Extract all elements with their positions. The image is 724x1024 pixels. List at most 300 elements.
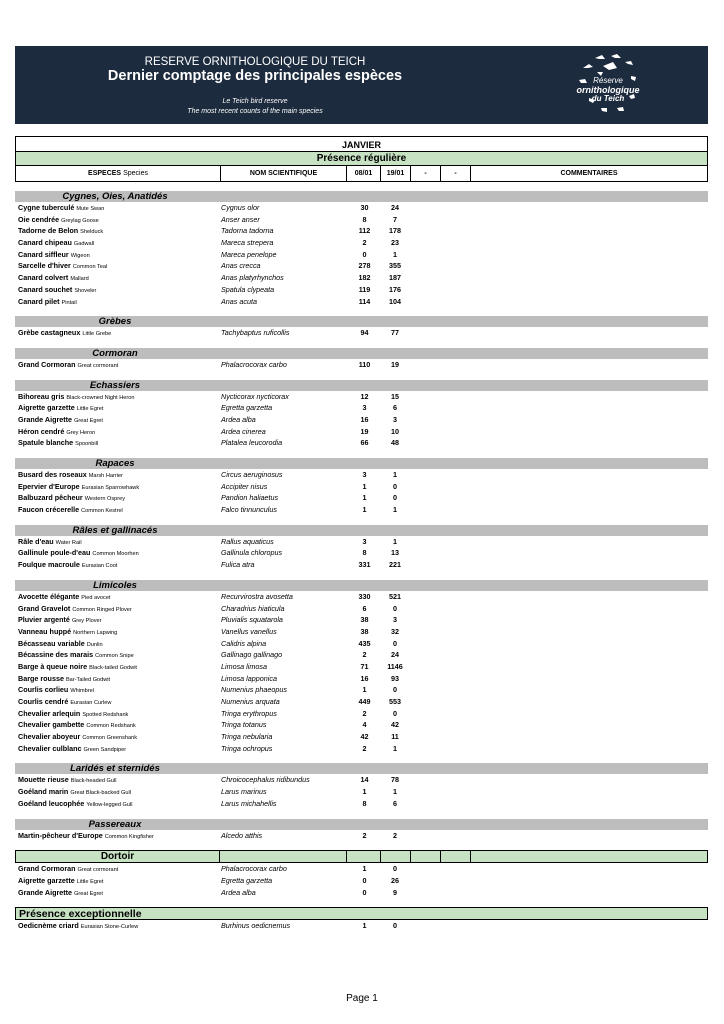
table-row	[15, 272, 708, 284]
species-name-en: Common Kingfisher	[104, 833, 154, 840]
table-row	[15, 719, 708, 731]
species-name-fr: Faucon crécerelle	[18, 505, 80, 515]
column-header-row	[15, 166, 708, 182]
species-name-en: Spotted Redshank	[82, 711, 129, 718]
scientific-name: Tringa nebularia	[221, 732, 273, 742]
exceptionnelle-title: Présence exceptionnelle	[19, 908, 142, 921]
scientific-name: Platalea leucorodia	[221, 438, 283, 448]
table-row	[15, 863, 708, 875]
count-date-2: 176	[389, 284, 401, 294]
count-date-1: 42	[360, 732, 369, 742]
scientific-name: Falco tinnunculus	[221, 505, 277, 515]
count-date-2: 3	[393, 414, 397, 424]
report-header	[15, 46, 708, 124]
species-name-fr: Grèbe castagneux	[18, 328, 81, 338]
category-header	[15, 819, 708, 830]
species-name-fr: Spatule blanche	[18, 438, 74, 448]
count-date-2: 2	[393, 830, 397, 840]
table-row	[15, 414, 708, 426]
dortoir-header-cell	[470, 851, 471, 863]
species-name-en: Eurasian Curlew	[70, 700, 112, 706]
category-name: Cormoran	[92, 347, 138, 359]
scientific-name: Accipiter nisus	[221, 481, 268, 491]
table-row	[15, 708, 708, 720]
table-row	[15, 547, 708, 559]
table-row	[15, 786, 708, 798]
species-name-fr: Epervier d'Europe	[18, 481, 80, 491]
count-date-2: 11	[391, 732, 399, 742]
species-name-fr: Bécasseau variable	[18, 638, 85, 648]
species-name-fr: Grand Cormoran	[18, 359, 76, 369]
scientific-name: Burhinus oedicnemus	[221, 921, 291, 931]
count-date-1: 14	[360, 775, 369, 785]
species-name-fr: Grande Aigrette	[18, 887, 73, 897]
scientific-name: Numenius arquata	[221, 697, 280, 706]
count-date-1: 110	[358, 359, 371, 369]
count-date-2: 9	[393, 887, 397, 897]
scientific-name: Limosa limosa	[221, 661, 267, 671]
dortoir-header-cell	[440, 851, 441, 863]
count-date-1: 6	[362, 603, 367, 613]
count-date-2: 0	[393, 685, 397, 695]
species-name-fr: Râle d'eau	[18, 536, 54, 546]
spacer	[15, 307, 708, 316]
species-name-fr: Bécassine des marais	[18, 650, 94, 660]
count-date-2: 0	[393, 638, 397, 648]
species-name-fr: Pluvier argenté	[18, 615, 70, 625]
species-name-fr: Canard chipeau	[18, 238, 72, 248]
species-name-fr: Canard souchet	[18, 284, 73, 294]
species-name-en: Whimbrel	[70, 688, 94, 695]
count-date-1: 119	[358, 284, 371, 294]
count-date-1: 16	[360, 673, 369, 683]
count-date-1: 330	[358, 591, 371, 601]
species-name-fr: Chevalier gambette	[18, 720, 85, 730]
counts-table	[15, 136, 708, 932]
species-name-en: Pintail	[61, 299, 77, 306]
scientific-name: Anas acuta	[221, 296, 257, 306]
scientific-name: Anser anser	[221, 214, 260, 224]
count-date-2: 93	[391, 673, 399, 683]
table-row	[15, 830, 708, 842]
scientific-name: Tringa totanus	[221, 720, 267, 730]
table-row	[15, 426, 708, 438]
scientific-name: Mareca penelope	[221, 249, 277, 259]
species-name-fr: Héron cendré	[18, 426, 65, 436]
species-name	[18, 504, 123, 518]
organization-name: RESERVE ORNITHOLOGIQUE DU TEICH	[144, 56, 366, 68]
table-row	[15, 696, 708, 708]
species-name-fr: Aigrette garzette	[18, 875, 75, 885]
count-date-1: 0	[362, 887, 367, 897]
table-row	[15, 481, 708, 493]
logo-text-line3: du Teich	[591, 94, 625, 103]
presence-exceptionnelle-header	[15, 907, 708, 920]
count-date-2: 521	[389, 591, 401, 601]
table-row	[15, 214, 708, 226]
column-date-2: 19/01	[380, 166, 410, 181]
scientific-name: Larus michahellis	[221, 798, 277, 808]
species-name-fr: Aigrette garzette	[18, 403, 75, 413]
species-name-en: Gadwall	[73, 241, 95, 248]
species-name-fr: Canard colvert	[18, 273, 69, 283]
column-date-3: -	[410, 166, 440, 181]
species-name	[18, 887, 103, 901]
species-name-fr: Bihoreau gris	[18, 391, 65, 401]
species-name-en: Common Snipe	[95, 653, 134, 660]
count-date-1: 2	[362, 650, 367, 660]
species-name-en: Water Rail	[55, 539, 82, 546]
column-date-4: -	[440, 166, 470, 181]
scientific-name: Tadorna tadorna	[221, 226, 274, 236]
species-name-en: Black-headed Gull	[70, 778, 117, 785]
scientific-name: Alcedo atthis	[221, 830, 263, 840]
count-date-2: 32	[391, 626, 399, 636]
species-name-fr: Chevalier arlequin	[18, 708, 81, 718]
table-row	[15, 284, 708, 296]
scientific-name: Charadrius hiaticula	[221, 603, 285, 613]
count-date-1: 1	[362, 493, 367, 503]
count-date-2: 553	[389, 697, 401, 706]
count-date-1: 1	[362, 505, 367, 515]
scientific-name: Pandion haliaetus	[221, 493, 279, 503]
species-name-en: Marsh Harrier	[88, 473, 123, 479]
scientific-name: Nycticorax nycticorax	[221, 391, 289, 401]
dortoir-title: Dortoir	[100, 851, 135, 863]
table-row	[15, 731, 708, 743]
species-name	[18, 296, 77, 310]
scientific-name: Phalacrocorax carbo	[221, 359, 287, 369]
species-name-fr: Avocette élégante	[18, 591, 80, 601]
category-name: Laridés et sternidés	[70, 763, 160, 775]
count-date-1: 19	[360, 426, 369, 436]
english-subtitle-2: The most recent counts of the main species	[187, 108, 323, 115]
species-name	[18, 359, 118, 373]
species-name-fr: Canard pilet	[18, 296, 60, 306]
count-date-1: 38	[360, 615, 369, 625]
count-date-2: 24	[391, 650, 399, 660]
count-date-2: 48	[391, 438, 399, 448]
count-date-1: 182	[358, 273, 371, 283]
spacer	[15, 339, 708, 348]
count-date-2: 7	[393, 214, 397, 224]
species-name-en: Bar-Tailed Godwit	[65, 676, 111, 683]
count-date-1: 2	[362, 743, 367, 753]
count-date-2: 19	[391, 359, 399, 369]
count-date-2: 1	[393, 249, 397, 259]
scientific-name: Egretta garzetta	[221, 875, 273, 885]
species-name-en: Spoonbill	[75, 441, 99, 448]
count-date-1: 3	[362, 470, 367, 479]
count-date-1: 1	[362, 685, 367, 695]
count-date-1: 1	[362, 921, 367, 931]
table-row	[15, 492, 708, 504]
species-name	[18, 920, 138, 934]
species-name-en: Little Egret	[76, 406, 104, 413]
species-name-en: Common Kestrel	[81, 508, 123, 515]
category-header	[15, 380, 708, 391]
species-name-fr: Grand Gravelot	[18, 603, 71, 613]
count-date-2: 6	[393, 798, 397, 808]
category-name: Cygnes, Oies, Anatidés	[62, 191, 168, 202]
species-name-en: Eurasian Sparrowhawk	[81, 484, 140, 491]
scientific-name: Ardea cinerea	[221, 426, 266, 436]
scientific-name: Recurvirostra avosetta	[221, 591, 293, 601]
count-date-1: 331	[358, 560, 371, 570]
dortoir-header-cell	[346, 851, 347, 863]
table-row	[15, 402, 708, 414]
count-date-2: 26	[391, 875, 399, 885]
spacer	[15, 571, 708, 580]
species-name-fr: Cygne tuberculé	[18, 203, 75, 212]
species-name-en: Northern Lapwing	[73, 629, 118, 636]
count-date-2: 221	[389, 560, 401, 570]
count-date-1: 0	[362, 249, 367, 259]
species-name-fr: Sarcelle d'hiver	[18, 261, 71, 271]
species-name-en: Great cormorant	[77, 867, 119, 874]
count-date-2: 1	[393, 505, 397, 515]
species-name-fr: Oie cendrée	[18, 214, 60, 224]
table-row	[15, 661, 708, 673]
count-date-2: 24	[391, 203, 399, 212]
species-name-fr: Foulque macroule	[18, 560, 80, 570]
scientific-name: Anas platyrhynchos	[221, 273, 284, 283]
table-row	[15, 798, 708, 810]
dortoir-header	[15, 850, 708, 863]
logo-text-line2: ornithologique	[576, 85, 640, 95]
count-date-2: 187	[389, 273, 401, 283]
species-name-fr: Tadorne de Belon	[18, 226, 79, 236]
count-date-2: 0	[393, 708, 397, 718]
count-date-1: 4	[362, 720, 367, 730]
table-row	[15, 591, 708, 603]
count-date-2: 23	[391, 238, 399, 248]
species-name-fr: Chevalier culblanc	[18, 743, 82, 753]
table-row	[15, 603, 708, 615]
species-name-en: Wigeon	[70, 252, 90, 259]
logo-text-line1: Réserve	[593, 76, 623, 85]
species-name-en: Common Greenshank	[82, 735, 138, 742]
species-name-en: Grey Heron	[66, 429, 96, 436]
scientific-name: Tachybaptus ruficollis	[221, 328, 290, 338]
table-row	[15, 743, 708, 755]
species-name-en: Eurasian Coot	[81, 563, 118, 570]
count-date-2: 104	[389, 296, 401, 306]
count-date-1: 449	[358, 697, 371, 706]
species-name-en: Green Sandpiper	[83, 746, 127, 753]
species-name-fr: Vanneau huppé	[18, 626, 72, 636]
species-name	[18, 559, 117, 573]
count-date-1: 1	[362, 787, 367, 797]
species-name-fr: Goéland marin	[18, 787, 69, 797]
scientific-name: Circus aeruginosus	[221, 470, 283, 479]
scientific-name: Spatula clypeata	[221, 284, 275, 294]
species-name-en: Greylag Goose	[61, 217, 99, 224]
count-date-1: 30	[360, 203, 369, 212]
scientific-name: Numenius phaeopus	[221, 685, 287, 695]
species-name-en: Dunlin	[86, 641, 103, 648]
species-name-fr: Busard des roseaux	[18, 470, 87, 479]
scientific-name: Vanellus vanellus	[221, 626, 277, 636]
column-scientific: NOM SCIENTIFIQUE	[220, 166, 346, 181]
count-date-1: 114	[358, 296, 371, 306]
category-name: Râles et gallinacés	[72, 524, 158, 536]
count-date-2: 1	[393, 743, 397, 753]
count-date-1: 12	[360, 391, 369, 401]
species-name-en: Shelduck	[80, 229, 104, 236]
species-name	[18, 437, 98, 451]
table-row	[15, 920, 708, 932]
table-row	[15, 391, 708, 403]
category-name: Grèbes	[98, 316, 132, 328]
species-name-fr: Goéland leucophée	[18, 798, 85, 808]
scientific-name: Fulica atra	[221, 560, 255, 570]
species-name-en: Eurasian Stone-Curlew	[80, 924, 139, 931]
count-date-2: 1	[393, 536, 397, 546]
scientific-name: Egretta garzetta	[221, 403, 273, 413]
species-name-en: Shoveler	[74, 287, 97, 294]
scientific-name: Chroicocephalus ridibundus	[221, 775, 310, 785]
count-date-1: 435	[358, 638, 371, 648]
count-date-2: 0	[393, 603, 397, 613]
species-name-en: Little Egret	[76, 878, 104, 885]
column-species: ESPECES Species	[88, 170, 148, 177]
count-date-1: 112	[358, 226, 371, 236]
species-name-en: Common Moorhen	[92, 551, 139, 558]
table-row	[15, 237, 708, 249]
table-row	[15, 673, 708, 685]
column-date-1: 08/01	[346, 166, 380, 181]
species-name-en: Mallard	[70, 276, 89, 283]
scientific-name: Limosa lapponica	[221, 673, 277, 683]
count-date-1: 2	[362, 238, 367, 248]
table-row	[15, 225, 708, 237]
species-name-fr: Gallinule poule-d'eau	[18, 548, 91, 558]
count-date-2: 77	[391, 328, 399, 338]
count-date-2: 1146	[387, 661, 403, 671]
count-date-1: 278	[358, 261, 371, 271]
report-title: Dernier comptage des principales espèces	[107, 68, 403, 84]
dortoir-header-cell	[380, 851, 381, 863]
species-name-fr: Chevalier aboyeur	[18, 732, 81, 742]
species-name-fr: Grande Aigrette	[18, 414, 73, 424]
table-row	[15, 559, 708, 571]
count-date-1: 8	[362, 798, 367, 808]
species-name-en: Great Black-backed Gull	[70, 790, 131, 797]
count-date-2: 6	[393, 403, 397, 413]
species-name-en: Great cormorant	[77, 362, 119, 369]
species-name-fr: Barge à queue noire	[18, 661, 88, 671]
species-name-en: Grey Plover	[71, 618, 102, 625]
spacer	[15, 898, 708, 907]
species-name-fr: Balbuzard pêcheur	[18, 493, 83, 503]
column-comments: COMMENTAIRES	[470, 166, 707, 181]
category-header	[15, 348, 708, 359]
reserve-logo	[575, 50, 641, 120]
spacer	[15, 449, 708, 458]
spacer	[15, 182, 708, 191]
table-row	[15, 536, 708, 548]
category-name: Limicoles	[93, 579, 137, 591]
english-subtitle-1: Le Teich bird reserve	[222, 98, 288, 105]
count-date-2: 15	[391, 391, 399, 401]
table-row	[15, 684, 708, 696]
count-date-2: 0	[393, 864, 397, 874]
category-header	[15, 763, 708, 774]
count-date-2: 0	[393, 493, 397, 503]
species-name-fr: Oedicnème criard	[18, 921, 79, 931]
count-date-1: 8	[362, 548, 367, 558]
species-name-en: Common Ringed Plover	[72, 606, 132, 613]
dortoir-header-cell	[410, 851, 411, 863]
scientific-name: Pluvialis squatarola	[221, 615, 283, 625]
count-date-1: 66	[360, 438, 369, 448]
species-name-en: Great Egret	[74, 417, 103, 424]
dortoir-header-cell	[219, 851, 220, 863]
species-name	[18, 830, 154, 844]
count-date-1: 71	[360, 661, 369, 671]
table-row	[15, 504, 708, 516]
species-name-en: Little Grebe	[82, 331, 112, 338]
table-row	[15, 296, 708, 308]
species-name	[18, 327, 111, 341]
species-name-en: Western Osprey	[84, 496, 126, 503]
table-row	[15, 359, 708, 371]
count-date-2: 42	[391, 720, 399, 730]
species-name-en: Common Redshank	[86, 723, 136, 730]
species-name-fr: Mouette rieuse	[18, 775, 69, 785]
species-name-fr: Courlis corlieu	[18, 685, 69, 695]
species-name-fr: Grand Cormoran	[18, 864, 76, 874]
scientific-name: Mareca strepera	[221, 238, 274, 248]
species-name	[18, 743, 126, 757]
category-header	[15, 458, 708, 469]
table-row	[15, 202, 708, 214]
table-row	[15, 887, 708, 899]
count-date-1: 1	[362, 864, 367, 874]
category-name: Passereaux	[88, 818, 142, 830]
category-header	[15, 316, 708, 327]
species-name-en: Mute Swan	[76, 206, 105, 212]
scientific-name: Gallinago gallinago	[221, 650, 283, 660]
scientific-name: Calidris alpina	[221, 638, 267, 648]
count-date-2: 78	[391, 775, 399, 785]
category-name: Echassiers	[89, 379, 141, 391]
presence-reguliere-header: Présence régulière	[15, 152, 708, 166]
count-date-1: 0	[362, 875, 367, 885]
table-row	[15, 469, 708, 481]
species-name-en: Yellow-legged Gull	[86, 801, 133, 808]
table-row	[15, 626, 708, 638]
table-row	[15, 260, 708, 272]
count-date-1: 16	[360, 414, 369, 424]
species-name-en: Great Egret	[74, 890, 103, 897]
table-row	[15, 875, 708, 887]
category-header	[15, 525, 708, 536]
count-date-2: 13	[391, 548, 399, 558]
count-date-1: 8	[362, 214, 367, 224]
count-date-2: 1	[393, 470, 397, 479]
species-name-en: Pied avocet	[81, 594, 111, 601]
count-date-1: 3	[362, 536, 367, 546]
table-row	[15, 774, 708, 786]
species-name-en: Black-crowned Night Heron	[66, 394, 135, 401]
count-date-1: 1	[362, 481, 367, 491]
count-date-1: 38	[360, 626, 369, 636]
count-date-2: 3	[393, 615, 397, 625]
spacer	[15, 371, 708, 380]
scientific-name: Tringa erythropus	[221, 708, 277, 718]
